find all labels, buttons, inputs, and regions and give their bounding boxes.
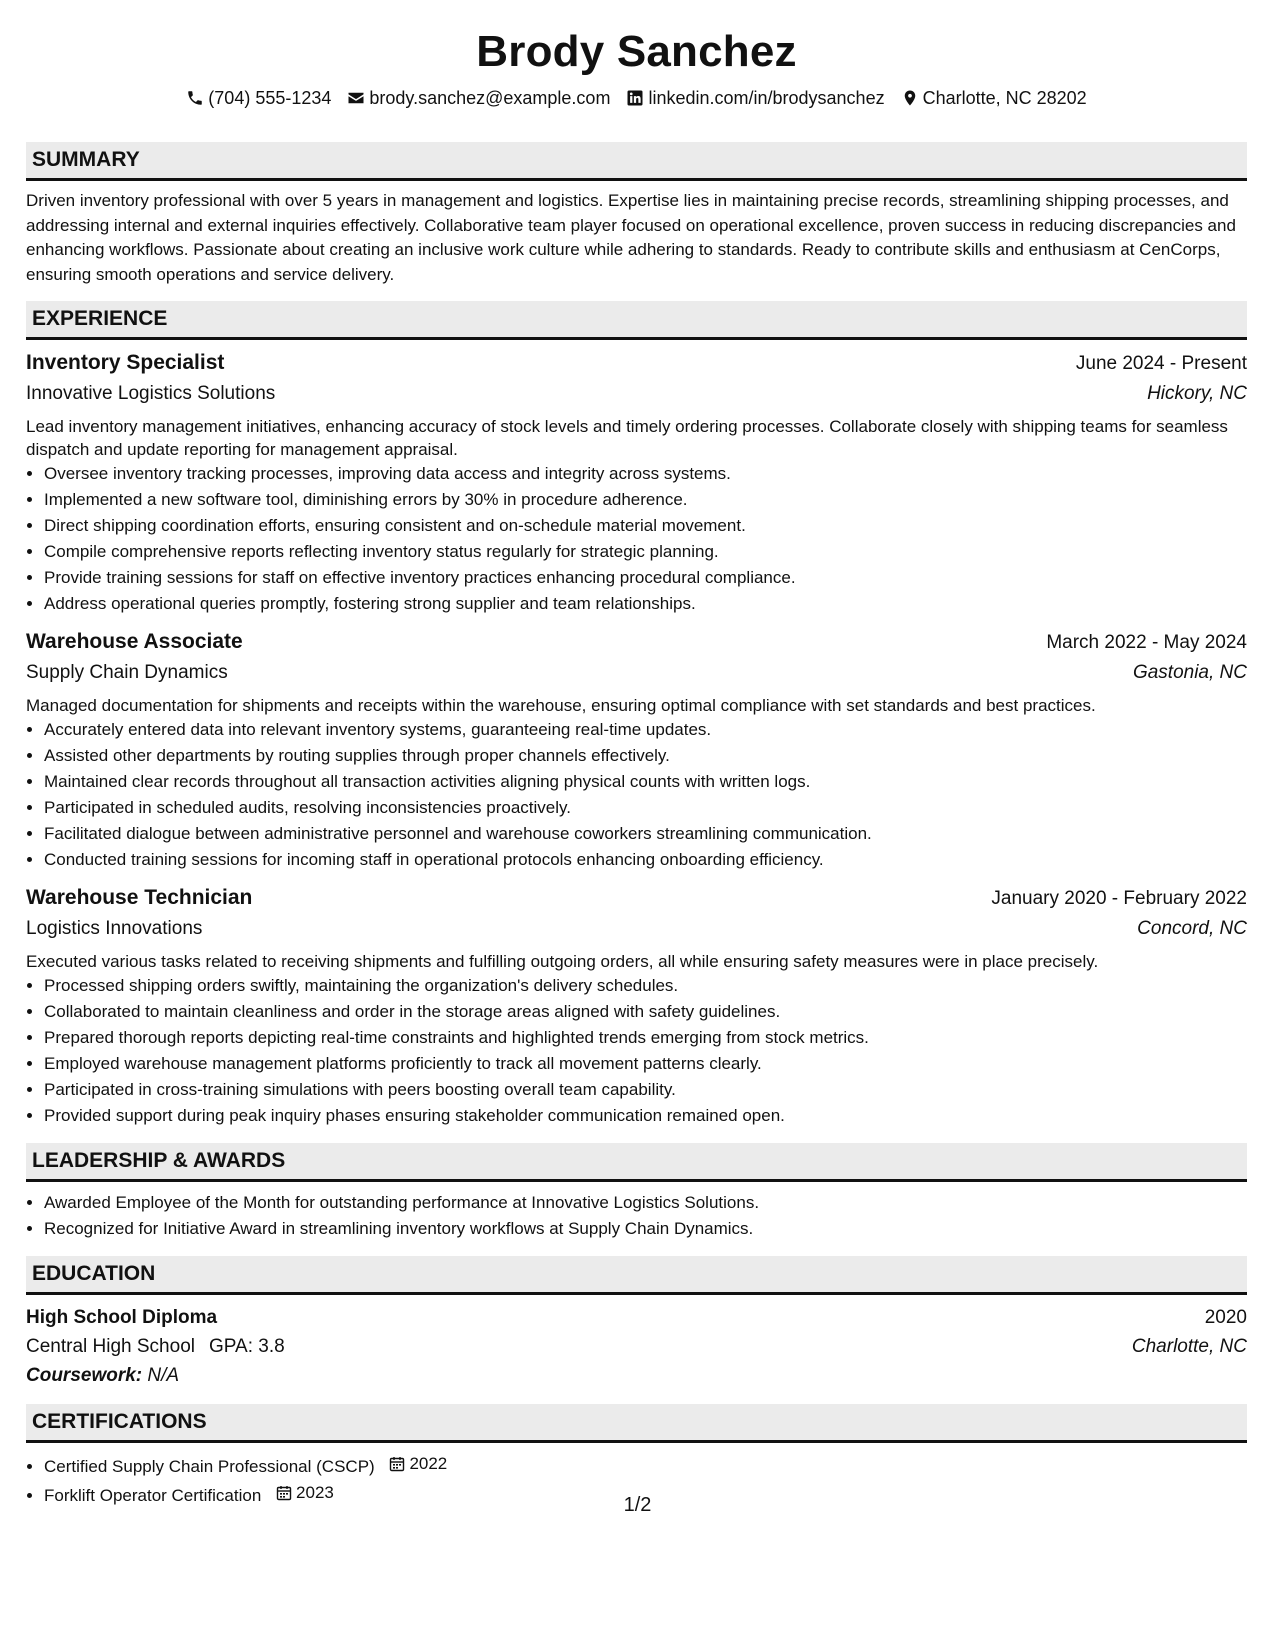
list-item: • Participated in cross-training simulations with peers boosting overall team capability. bbox=[44, 1077, 1247, 1103]
job-description: Lead inventory management initiatives, enhancing accuracy of stock levels and timely ordering processes. Collaborate closely with shipping teams for seamless dispatch and update reporting for management appraisal. bbox=[26, 417, 1228, 459]
job-company: Supply Chain Dynamics bbox=[26, 662, 228, 683]
job-bullets bbox=[26, 461, 1247, 617]
summary-text: Driven inventory professional with over 5 years in management and logistics. Expertise lies in maintaining precise records, streamlining shipping processes, and addressing internal and external inquiries effectively. Collaborative team player focused on operational excellence, proven success in reducing discrepancies and enhancing workflows. Passionate about creating an inclusive work culture while adhering to standards. Ready to contribute skills and enthusiasm at CenCorps, ensuring smooth operations and service delivery. bbox=[26, 191, 1236, 284]
job-description: Executed various tasks related to receiving shipments and fulfilling outgoing orders, all while ensuring safety measures were in place precisely. bbox=[26, 952, 1099, 971]
job-entry bbox=[26, 627, 1247, 873]
cert-year: 2022 bbox=[409, 1454, 448, 1473]
edu-year: 2020 bbox=[1204, 1307, 1247, 1328]
contact-bar bbox=[26, 86, 1247, 110]
resume-page bbox=[26, 0, 1247, 1509]
contact-phone bbox=[186, 86, 331, 110]
list-item: • Conducted training sessions for incoming staff in operational protocols enhancing onboarding efficiency. bbox=[44, 847, 1247, 873]
list-item: • Provided support during peak inquiry phases ensuring stakeholder communication remained open. bbox=[44, 1103, 1247, 1129]
edu-gpa: GPA: 3.8 bbox=[208, 1336, 285, 1357]
education-section bbox=[26, 1256, 1247, 1390]
job-title: Inventory Specialist bbox=[26, 351, 225, 374]
location-text: Charlotte, NC 28202 bbox=[922, 88, 1087, 108]
job-location: Gastonia, NC bbox=[1132, 662, 1247, 683]
list-item: • Address operational queries promptly, fostering strong supplier and team relationships. bbox=[44, 591, 1247, 617]
list-item: • Collaborated to maintain cleanliness and order in the storage areas aligned with safety guidelines. bbox=[44, 999, 1247, 1025]
cert-name: Certified Supply Chain Professional (CSCP) bbox=[44, 1457, 375, 1476]
list-item: • Compile comprehensive reports reflecting inventory status regularly for strategic planning. bbox=[44, 539, 1247, 565]
phone-icon bbox=[186, 89, 204, 107]
job-location: Concord, NC bbox=[1137, 918, 1247, 939]
list-item: • Awarded Employee of the Month for outstanding performance at Innovative Logistics Solutions. bbox=[44, 1190, 1247, 1216]
list-item bbox=[44, 1451, 1247, 1480]
list-item: • Recognized for Initiative Award in streamlining inventory workflows at Supply Chain Dynamics. bbox=[44, 1216, 1247, 1242]
list-item: • Accurately entered data into relevant inventory systems, guaranteeing real-time updates. bbox=[44, 717, 1247, 743]
job-description: Managed documentation for shipments and receipts within the warehouse, ensuring optimal compliance with set standards and best practices. bbox=[26, 696, 1096, 715]
job-dates: January 2020 - February 2022 bbox=[991, 888, 1247, 909]
email-text[interactable]: brody.sanchez@example.com bbox=[369, 88, 611, 108]
experience-section bbox=[26, 301, 1247, 1129]
list-item: • Employed warehouse management platforms proficiently to track all movement patterns clearly. bbox=[44, 1051, 1247, 1077]
edu-location: Charlotte, NC bbox=[1131, 1336, 1247, 1357]
section-header-awards: LEADERSHIP & AWARDS bbox=[26, 1143, 1247, 1182]
contact-location bbox=[901, 86, 1087, 110]
section-header-experience: EXPERIENCE bbox=[26, 301, 1247, 340]
linkedin-text[interactable]: linkedin.com/in/brodysanchez bbox=[648, 88, 885, 108]
job-title: Warehouse Associate bbox=[26, 630, 243, 653]
linkedin-icon bbox=[626, 89, 644, 107]
coursework-label: Coursework: bbox=[26, 1365, 143, 1386]
list-item: • Facilitated dialogue between administrative personnel and warehouse coworkers streamlining communication. bbox=[44, 821, 1247, 847]
edu-coursework bbox=[26, 1361, 1247, 1390]
edu-school: Central High School bbox=[26, 1336, 195, 1357]
job-title: Warehouse Technician bbox=[26, 886, 253, 909]
section-header-summary: SUMMARY bbox=[26, 142, 1247, 181]
list-item: • Participated in scheduled audits, resolving inconsistencies proactively. bbox=[44, 795, 1247, 821]
contact-email[interactable] bbox=[347, 86, 610, 110]
cert-name: Forklift Operator Certification bbox=[44, 1486, 262, 1505]
list-item: • Maintained clear records throughout all transaction activities aligning physical counts with written logs. bbox=[44, 769, 1247, 795]
page-number: 1/2 bbox=[623, 1494, 652, 1516]
section-header-certifications: CERTIFICATIONS bbox=[26, 1404, 1247, 1443]
job-entry bbox=[26, 883, 1247, 1129]
job-bullets bbox=[26, 717, 1247, 873]
list-item: • Prepared thorough reports depicting real-time constraints and highlighted trends emerging from stock metrics. bbox=[44, 1025, 1247, 1051]
list-item: • Direct shipping coordination efforts, ensuring consistent and on-schedule material movement. bbox=[44, 513, 1247, 539]
list-item: • Implemented a new software tool, diminishing errors by 30% in procedure adherence. bbox=[44, 487, 1247, 513]
cert-year: 2023 bbox=[296, 1483, 334, 1502]
job-company: Logistics Innovations bbox=[26, 918, 203, 939]
awards-section bbox=[26, 1143, 1247, 1242]
calendar-icon bbox=[389, 1456, 405, 1472]
envelope-icon bbox=[347, 89, 365, 107]
job-company: Innovative Logistics Solutions bbox=[26, 383, 276, 404]
map-pin-icon bbox=[901, 89, 919, 107]
list-item: • Processed shipping orders swiftly, maintaining the organization's delivery schedules. bbox=[44, 973, 1247, 999]
awards-list bbox=[26, 1190, 1247, 1242]
job-dates: June 2024 - Present bbox=[1075, 353, 1247, 374]
coursework-value: N/A bbox=[147, 1365, 180, 1386]
list-item: • Provide training sessions for staff on effective inventory practices enhancing procedural compliance. bbox=[44, 565, 1247, 591]
phone-text: (704) 555-1234 bbox=[208, 88, 332, 108]
job-bullets bbox=[26, 973, 1247, 1129]
edu-degree: High School Diploma bbox=[26, 1307, 218, 1328]
job-entry bbox=[26, 348, 1247, 617]
section-header-education: EDUCATION bbox=[26, 1256, 1247, 1295]
list-item: • Assisted other departments by routing supplies through proper channels effectively. bbox=[44, 743, 1247, 769]
candidate-name: Brody Sanchez bbox=[476, 27, 797, 76]
job-dates: March 2022 - May 2024 bbox=[1046, 632, 1247, 653]
summary-section bbox=[26, 142, 1247, 287]
contact-linkedin[interactable] bbox=[626, 86, 884, 110]
list-item: • Oversee inventory tracking processes, improving data access and integrity across systems. bbox=[44, 461, 1247, 487]
job-location: Hickory, NC bbox=[1147, 383, 1247, 404]
